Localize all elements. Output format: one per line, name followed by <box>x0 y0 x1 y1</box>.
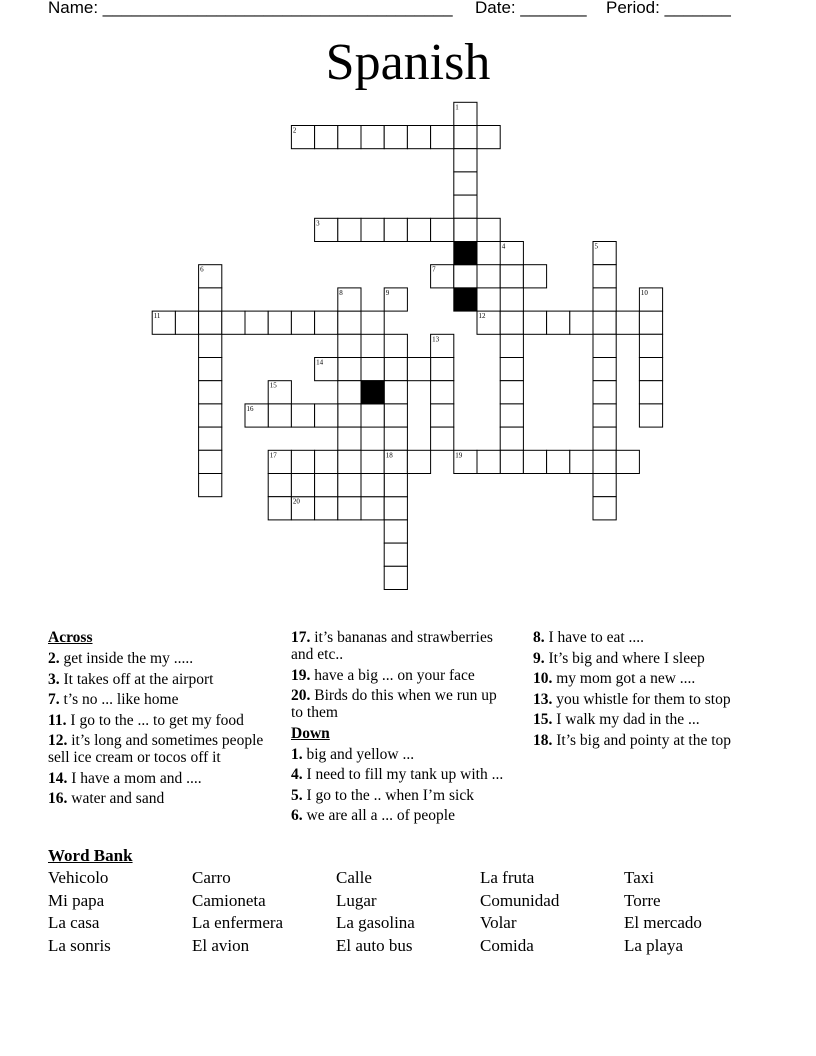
grid-cell[interactable] <box>199 450 222 473</box>
grid-cell[interactable] <box>338 427 361 450</box>
blocked-cell <box>361 381 384 404</box>
grid-cell[interactable] <box>338 358 361 381</box>
grid-cell[interactable] <box>222 311 245 334</box>
clue-item <box>291 766 511 783</box>
grid-cell[interactable] <box>639 334 662 357</box>
clue-number-label: 12. <box>48 732 72 749</box>
grid-cell[interactable] <box>616 450 639 473</box>
grid-cell[interactable] <box>338 474 361 497</box>
grid-cell[interactable] <box>361 218 384 241</box>
grid-cell[interactable] <box>407 218 430 241</box>
grid-cell[interactable] <box>384 427 407 450</box>
grid-cell[interactable] <box>361 311 384 334</box>
word-bank-word: Calle <box>336 868 372 887</box>
clue-number-label: 8. <box>533 629 549 646</box>
grid-cell[interactable] <box>523 450 546 473</box>
grid-cell[interactable] <box>268 474 291 497</box>
clue-number: 6 <box>200 265 204 274</box>
grid-cell[interactable] <box>639 404 662 427</box>
grid-cell[interactable] <box>315 126 338 149</box>
clue-section-heading: Down <box>291 724 330 742</box>
clue-number-label: 1. <box>291 745 307 763</box>
clue-item <box>533 629 773 646</box>
grid-cell[interactable] <box>315 497 338 520</box>
grid-cell[interactable] <box>268 497 291 520</box>
grid-cell[interactable] <box>454 218 477 241</box>
word-bank-title: Word Bank <box>48 846 133 865</box>
grid-cell[interactable] <box>500 265 523 288</box>
clue-number: 3 <box>316 219 320 228</box>
clue-text: it’s long and sometimes people sell ice cream or tocos off it <box>48 732 264 766</box>
clue-item <box>533 691 773 708</box>
clue-text: I have to eat .... <box>548 629 645 646</box>
word-bank-word: El auto bus <box>336 936 413 956</box>
clue-text: It’s big and where I sleep <box>548 649 705 667</box>
clue-section-heading: Across <box>48 629 93 646</box>
clue-text: I need to fill my tank up with ... <box>306 766 504 783</box>
clue-item <box>291 807 511 824</box>
word-bank-word: Carro <box>192 868 231 887</box>
word-bank-word: La playa <box>624 936 683 956</box>
clues-column-1 <box>48 629 280 811</box>
clue-text: I go to the .. when I’m sick <box>306 786 474 804</box>
clues-column-2 <box>291 629 511 828</box>
grid-cell[interactable] <box>500 450 523 473</box>
grid-cell[interactable] <box>547 311 570 334</box>
grid-cell[interactable] <box>500 311 523 334</box>
grid-cell[interactable] <box>268 311 291 334</box>
clue-item <box>533 711 773 728</box>
grid-cell[interactable] <box>199 334 222 357</box>
name-field-label[interactable]: Name: _____________________________________ <box>48 0 453 17</box>
word-bank-word: Vehicolo <box>48 868 109 887</box>
clue-text: you whistle for them to stop <box>556 690 731 708</box>
grid-cell[interactable] <box>361 404 384 427</box>
clue-number: 20 <box>292 497 300 506</box>
date-field-label[interactable]: Date: _______ <box>475 0 587 17</box>
clues-column-3 <box>533 629 773 752</box>
clue-number: 15 <box>269 381 277 390</box>
word-bank-word: El mercado <box>624 913 702 933</box>
clue-number: 2 <box>292 126 297 135</box>
grid-cell[interactable] <box>384 566 407 589</box>
grid-cell[interactable] <box>431 427 454 450</box>
grid-cell[interactable] <box>593 288 616 311</box>
grid-cell[interactable] <box>315 404 338 427</box>
grid-cell[interactable] <box>477 450 500 473</box>
grid-cell[interactable] <box>523 265 546 288</box>
grid-cell[interactable] <box>361 358 384 381</box>
grid-cell[interactable] <box>500 334 523 357</box>
grid-cell[interactable] <box>268 404 291 427</box>
grid-cell[interactable] <box>593 311 616 334</box>
clue-number-label: 4. <box>291 766 307 783</box>
clue-number: 7 <box>432 265 436 274</box>
grid-cell[interactable] <box>523 311 546 334</box>
clue-text: I go to the ... to get my food <box>70 711 244 729</box>
grid-cell[interactable] <box>315 474 338 497</box>
clue-number: 9 <box>385 288 390 297</box>
clue-number-label: 16. <box>48 790 72 807</box>
word-bank-word: La sonris <box>48 936 111 956</box>
grid-cell[interactable] <box>199 311 222 334</box>
grid-cell[interactable] <box>500 381 523 404</box>
clue-text: I walk my dad in the ... <box>556 711 700 728</box>
grid-cell[interactable] <box>639 381 662 404</box>
clue-text: water and sand <box>71 790 165 807</box>
grid-cell[interactable] <box>593 381 616 404</box>
word-bank-word: La casa <box>48 913 100 933</box>
grid-cell[interactable] <box>291 311 314 334</box>
word-bank-word: Comunidad <box>480 890 560 910</box>
word-bank-word: La gasolina <box>336 913 415 933</box>
grid-cell[interactable] <box>384 381 407 404</box>
word-bank-word: La enfermera <box>192 913 284 933</box>
grid-cell[interactable] <box>338 126 361 149</box>
grid-cell[interactable] <box>338 381 361 404</box>
grid-cell[interactable] <box>384 497 407 520</box>
word-bank-word: Camioneta <box>192 890 266 910</box>
grid-cell[interactable] <box>593 450 616 473</box>
period-field-label[interactable]: Period: _______ <box>606 0 731 17</box>
clue-item <box>48 671 280 688</box>
grid-cell[interactable] <box>315 450 338 473</box>
grid-cell[interactable] <box>593 265 616 288</box>
grid-cell[interactable] <box>570 311 593 334</box>
grid-cell[interactable] <box>291 450 314 473</box>
clue-number-label: 15. <box>533 711 557 728</box>
clue-number-label: 18. <box>533 731 557 749</box>
grid-cell[interactable] <box>431 404 454 427</box>
clue-item <box>533 732 773 749</box>
grid-cell[interactable] <box>593 404 616 427</box>
clue-number: 4 <box>501 242 506 251</box>
clue-text: it’s bananas and strawberries and etc.. <box>291 629 493 663</box>
grid-cell[interactable] <box>199 474 222 497</box>
clue-text: Birds do this when we run up to them <box>291 687 497 721</box>
clue-number-label: 5. <box>291 786 307 804</box>
grid-cell[interactable] <box>431 381 454 404</box>
clue-number-label: 6. <box>291 807 307 824</box>
grid-cell[interactable] <box>384 404 407 427</box>
grid-cell[interactable] <box>454 172 477 195</box>
clue-text: big and yellow ... <box>306 745 415 763</box>
grid-cell[interactable] <box>291 474 314 497</box>
clue-number-label: 17. <box>291 629 315 646</box>
grid-cell[interactable] <box>291 404 314 427</box>
grid-cell[interactable] <box>639 311 662 334</box>
clue-number-label: 7. <box>48 691 64 708</box>
page-title: Spanish <box>325 34 491 91</box>
clue-number: 17 <box>269 451 277 460</box>
clue-item <box>291 687 511 721</box>
clue-item <box>533 650 773 667</box>
clue-item <box>48 691 280 708</box>
word-bank-word: Lugar <box>336 890 377 910</box>
grid-cell[interactable] <box>361 474 384 497</box>
grid-cell[interactable] <box>639 358 662 381</box>
grid-cell[interactable] <box>384 543 407 566</box>
word-bank-word: La fruta <box>480 868 535 887</box>
grid-cell[interactable] <box>199 288 222 311</box>
grid-cell[interactable] <box>477 218 500 241</box>
grid-cell[interactable] <box>407 358 430 381</box>
grid-cell[interactable] <box>384 218 407 241</box>
grid-cell[interactable] <box>338 497 361 520</box>
clue-number: 10 <box>640 288 648 297</box>
grid-cell[interactable] <box>384 520 407 543</box>
clue-item <box>291 667 511 684</box>
clue-number-label: 11. <box>48 711 71 729</box>
clue-item <box>291 629 511 663</box>
clue-text: my mom got a new .... <box>556 670 696 687</box>
grid-cell[interactable] <box>199 381 222 404</box>
grid-cell[interactable] <box>199 404 222 427</box>
grid-cell[interactable] <box>593 474 616 497</box>
word-bank-word: Volar <box>480 913 517 933</box>
grid-cell[interactable] <box>407 126 430 149</box>
clue-number-label: 2. <box>48 650 64 667</box>
grid-cell[interactable] <box>384 474 407 497</box>
clue-number: 5 <box>594 242 598 251</box>
clue-item <box>48 770 280 787</box>
grid-cell[interactable] <box>384 334 407 357</box>
grid-cell[interactable] <box>199 358 222 381</box>
clue-text: have a big ... on your face <box>314 666 475 684</box>
clue-number-label: 19. <box>291 666 315 684</box>
grid-cell[interactable] <box>593 358 616 381</box>
clue-number: 14 <box>316 358 324 367</box>
grid-cell[interactable] <box>616 311 639 334</box>
word-bank-word: Mi papa <box>48 890 105 910</box>
grid-cell[interactable] <box>384 126 407 149</box>
grid-cell[interactable] <box>454 265 477 288</box>
clue-item <box>291 787 511 804</box>
clue-number-label: 13. <box>533 690 557 708</box>
grid-cell[interactable] <box>593 427 616 450</box>
clue-text: we are all a ... of people <box>306 807 455 824</box>
clue-number: 12 <box>478 312 486 321</box>
grid-cell[interactable] <box>361 450 384 473</box>
grid-cell[interactable] <box>500 358 523 381</box>
grid-cell[interactable] <box>500 427 523 450</box>
word-bank-word: Torre <box>624 890 661 910</box>
clue-number: 1 <box>455 103 459 112</box>
grid-cell[interactable] <box>338 404 361 427</box>
grid-cell[interactable] <box>338 450 361 473</box>
grid-cell[interactable] <box>175 311 198 334</box>
clue-item <box>48 732 280 766</box>
clue-number: 8 <box>339 288 343 297</box>
grid-cell[interactable] <box>500 288 523 311</box>
grid-cell[interactable] <box>593 334 616 357</box>
clue-number-label: 14. <box>48 769 72 787</box>
clue-number: 13 <box>432 335 440 344</box>
grid-cell[interactable] <box>199 427 222 450</box>
grid-cell[interactable] <box>361 497 384 520</box>
word-bank-word: Taxi <box>624 868 654 887</box>
clue-number: 11 <box>153 312 161 321</box>
grid-cell[interactable] <box>431 358 454 381</box>
clue-number-label: 20. <box>291 687 315 704</box>
grid-cell[interactable] <box>361 126 384 149</box>
clue-item <box>48 790 280 807</box>
clue-item <box>48 650 280 667</box>
grid-cell[interactable] <box>593 497 616 520</box>
clue-number: 16 <box>246 404 254 413</box>
grid-cell[interactable] <box>407 450 430 473</box>
grid-cell[interactable] <box>245 311 268 334</box>
grid-cell[interactable] <box>477 265 500 288</box>
clue-number: 19 <box>455 451 463 460</box>
clue-text: get inside the my ..... <box>63 650 194 667</box>
clue-text: It takes off at the airport <box>63 670 214 688</box>
grid-cell[interactable] <box>454 149 477 172</box>
blocked-cell <box>454 242 477 265</box>
clue-number-label: 10. <box>533 670 557 687</box>
clue-item <box>48 712 280 729</box>
clue-number: 18 <box>385 451 393 460</box>
clue-number-label: 9. <box>533 649 549 667</box>
grid-cell[interactable] <box>338 311 361 334</box>
clue-text: t’s no ... like home <box>63 691 179 708</box>
grid-cell[interactable] <box>570 450 593 473</box>
grid-cell[interactable] <box>454 126 477 149</box>
blocked-cell <box>454 288 477 311</box>
word-bank-word: Comida <box>480 936 534 956</box>
grid-cell[interactable] <box>384 358 407 381</box>
clue-number-label: 3. <box>48 670 64 688</box>
grid-cell[interactable] <box>500 404 523 427</box>
clue-item <box>533 670 773 687</box>
grid-cell[interactable] <box>547 450 570 473</box>
grid-cell[interactable] <box>338 334 361 357</box>
grid-cell[interactable] <box>431 126 454 149</box>
grid-cell[interactable] <box>454 195 477 218</box>
clue-text: It’s big and pointy at the top <box>556 731 732 749</box>
grid-cell[interactable] <box>477 126 500 149</box>
grid-cell[interactable] <box>431 218 454 241</box>
word-bank-word: El avion <box>192 936 250 956</box>
grid-cell[interactable] <box>315 311 338 334</box>
clue-item <box>291 746 511 763</box>
clue-text: I have a mom and .... <box>71 769 202 787</box>
grid-cell[interactable] <box>338 218 361 241</box>
